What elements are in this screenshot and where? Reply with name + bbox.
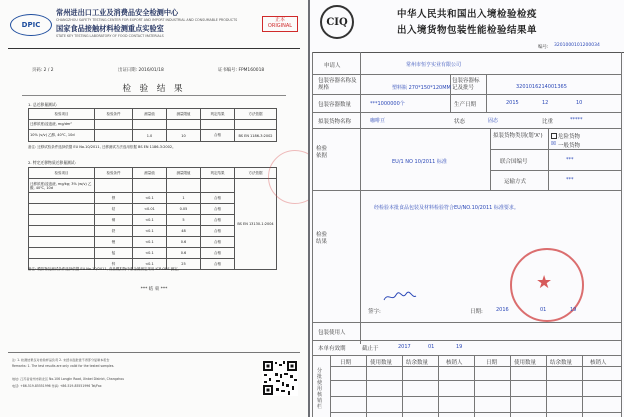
sign-day: 19 [570,307,577,313]
cell: 合格 [201,237,235,248]
validity-day: 19 [456,344,463,350]
general-goods-mark: ☒ [551,141,556,147]
writeoff-header: 日期 [340,360,352,366]
sign-year: 2016 [496,307,509,313]
form-border-right [621,52,622,417]
row-divider [312,340,622,341]
goods-name-value: 咖啡豆 [370,118,386,124]
cell [133,120,167,130]
cell [95,120,133,130]
table-col-divider [474,355,475,417]
table-col-divider [546,355,547,417]
cell: 迁移浓度/浸泡液, mg/dm² [29,120,95,130]
cell: 合格 [201,215,235,226]
certificate-number: 证书编号: FPM160018 [218,68,265,73]
specific-migration-table [28,167,277,270]
overall-migration-table [28,108,277,142]
row-divider [312,322,622,323]
header-cell: 方法依据 [235,109,277,120]
cell [235,120,277,130]
row-divider [312,112,622,113]
header-cell: 测量值 [133,168,167,179]
general-goods-label: 一般货物 [558,143,581,149]
issue-date: 出证日期: 2016/01/18 [118,68,164,73]
cell: 0.6 [167,237,201,248]
cell-divider [490,170,622,171]
cell [29,248,95,259]
org-block [56,8,246,38]
table-row [29,130,277,142]
number-value: 3201000101200034 [554,43,600,48]
cell: 合格 [201,248,235,259]
original-cn: 正本 [274,17,285,23]
cell: <0.1 [133,215,167,226]
cell-divider [450,74,451,112]
table-col-divider [510,355,511,417]
table-col-divider [438,355,439,417]
density-label: 比重 [542,119,554,125]
footer-line: 注: 1. 检测结果仅对检验样品负责 2. 未经书面批准不得部分复制本报告 [12,358,110,362]
writeoff-header: 核销人 [590,360,607,366]
cell: 25 [167,259,201,270]
header-cell: 检验条件 [95,168,133,179]
cell: 合格 [201,130,235,142]
un-number-value: *** [566,157,574,163]
row-divider [330,412,622,413]
package-user-label: 包装使用人 [318,330,346,336]
table-row [29,120,277,130]
mfg-month: 12 [542,100,549,106]
page-number: 页码: 2 / 2 [32,68,54,73]
section2-title: 2. 特定迁移物质迁移量测试: [28,160,76,165]
cell [167,120,201,130]
cell [201,179,235,193]
validity-label: 本单有效期 [318,346,346,352]
cell: 钴 [95,204,133,215]
cell: 铜 [95,215,133,226]
inspection-result-document [310,0,624,417]
state-value: 固态 [488,118,499,124]
cell [29,204,95,215]
cell: 10 [167,130,201,142]
cell: 锂 [95,237,133,248]
header-cell: 测量值 [133,109,167,120]
package-name-label: 包装容器名称及规格 [318,78,357,91]
row-divider [312,355,622,356]
footer-line: 电话: +86-519-85551996 传真: +86-519-85551996 Tel/Fax [12,384,102,388]
mfg-day: 10 [576,100,583,106]
cell: BS EN 1186-3:2002 [235,130,277,142]
header-cell: 判定结果 [201,168,235,179]
header-cell: 方法依据 [235,168,277,179]
org-name-cn: 常州进出口工业及消费品安全检测中心 [56,8,179,17]
cell: 0.05 [167,204,201,215]
cell: 锌 [95,259,133,270]
row-divider [312,94,622,95]
end-marker: *** 结 束 *** [140,287,168,292]
section1-note: 备注: 迁移试验条件选择依据 EU No.10/2011, 迁移测试方法选用依据 BS EN 1186-3:2002。 [28,145,176,149]
title-line-2: 出入境货物包装性能检验结果单 [396,25,537,36]
cell: 0.6 [167,248,201,259]
state-label: 状态 [454,119,466,125]
package-name-value: 塑料瓶 270*150*120MM [392,85,451,91]
section2-note: 备注: 模拟物及测试条件选择依据 EU No.10/2011, 食品模拟物中重金属测定采用 ICP-OES 测定。 [28,267,182,271]
dpic-logo: DPIC [10,14,52,36]
cell: 钡 [95,193,133,204]
cell-divider [486,74,487,112]
package-qty-value: ***1000000个 [370,101,405,107]
cell [167,179,201,193]
writeoff-header: 核销人 [446,360,463,366]
standard-label: 检验依据 [316,146,328,159]
signer-label: 签字: [368,309,381,315]
form-top-border [312,52,624,53]
lab-name-en: STATE KEY TESTING LABORATORY OF FOOD CONTACT MATERIALS [56,34,164,38]
cell-divider [490,149,622,150]
section1-title: 1. 总迁移量测试: [28,102,57,107]
cell: <0.1 [133,226,167,237]
writeoff-header: 日期 [486,360,498,366]
transport-label: 运输方式 [504,179,527,185]
cell [95,179,133,193]
cell: BS EN 13130-1:2004 [235,179,277,270]
cell: 1 [167,193,201,204]
header-cell: 检验项目 [29,109,95,120]
cell: 合格 [201,193,235,204]
report-header [8,6,300,46]
cell: <0.1 [133,193,167,204]
header-cell: 检验项目 [29,168,95,179]
validity-prefix: 截止于 [362,346,379,352]
org-name-en: CHANGZHOU SAFETY TESTING CENTER FOR EXPORT AND IMPORT INDUSTRIAL AND CONSUMABLE PRODUCTS [56,18,238,22]
cell: <0.1 [133,248,167,259]
cell [201,120,235,130]
table-header-row [29,109,277,120]
title-line-1: 中华人民共和国出入境检验检疫 [396,9,537,20]
header-cell: 检验条件 [95,109,133,120]
row-divider [330,396,622,397]
conclusion-value: 经检验本批食品包装及材料检验符合EU/NO.10/2011 标准要求。 [374,205,519,211]
standard-value: EU/1 NO 10/2011 标准 [392,159,447,165]
package-mark-label: 包装容器标记及批号 [452,78,480,91]
header-cell: 判定结果 [201,109,235,120]
cell: <0.01 [133,204,167,215]
title-divider [22,95,286,96]
original-stamp [262,16,298,32]
mfg-date-label: 生产日期 [454,102,477,108]
table-col-divider [582,355,583,417]
validity-year: 2017 [398,344,411,350]
dangerous-goods-label: 危险货物 [558,134,581,140]
footer-line: 地址: 江苏省常州市新北区 No.106 Longjin Road, Xinbei District, Changzhou [12,377,125,381]
ciq-logo: CIQ [320,5,354,39]
un-number-label: 联合国编号 [500,159,528,165]
cell: 48 [167,226,201,237]
cell [29,226,95,237]
cell [95,130,133,142]
lab-name-cn: 国家食品接触材料检测重点实验室 [56,24,164,33]
conclusion-label: 检验结果 [316,232,328,245]
row-divider [312,190,622,191]
writeoff-header: 使用数量 [370,360,393,366]
row-divider [330,366,622,367]
cell-divider [548,128,549,190]
star-icon: ★ [536,272,553,293]
package-qty-label: 包装容器数量 [318,102,352,108]
validity-month: 01 [428,344,435,350]
sign-month: 01 [540,307,547,313]
cell [29,215,95,226]
original-en: ORIGINAL [267,23,293,29]
cell: <0.1 [133,237,167,248]
package-mark-value: 3201016214001365 [516,84,567,90]
qr-code-icon [262,360,298,396]
cell: 迁移浓度/浸泡液, mg/kg; 3% (w/v) 乙酸, 40℃, 10d [29,179,95,193]
label-column-divider [360,52,361,344]
cell: 铁 [95,226,133,237]
mfg-year: 2015 [506,100,519,106]
cell: 合格 [201,259,235,270]
table-row [29,179,277,193]
row-divider [330,380,622,381]
cell [29,237,95,248]
cell: 1.0 [133,130,167,142]
sign-date-label: 日期: [470,309,483,315]
test-report-document [0,0,308,417]
footer-line: Remarks: 1. The test results are only valid for the tested samples. [12,364,115,368]
cell: 10% (v/v) 乙醇, 40℃, 10d [29,130,95,142]
row-divider [312,74,622,75]
cell: 合格 [201,204,235,215]
footer-divider [8,352,300,353]
row-divider [312,128,622,129]
results-title: 检 验 结 果 [122,84,186,94]
table-col-divider [402,355,403,417]
transport-value: *** [566,177,574,183]
writeoff-header: 使用数量 [514,360,537,366]
signature-icon [382,290,418,304]
applicant-label: 申请人 [324,63,341,69]
writeoff-header: 结余数量 [550,360,573,366]
cell: 锰 [95,248,133,259]
cell [29,193,95,204]
number-label: 编号: [538,45,549,50]
density-value: ***** [570,117,583,123]
cell: 合格 [201,226,235,237]
cell: 5 [167,215,201,226]
cell-divider [490,128,491,190]
goods-name-label: 拟装货物名称 [318,119,352,125]
writeoff-header: 结余数量 [406,360,429,366]
writeoff-side-label: 分批使用核销栏 [317,368,323,410]
table-col-divider [366,355,367,417]
table-side-divider [330,355,331,417]
header-cell: 测量限值 [167,109,201,120]
header-cell: 测量限值 [167,168,201,179]
form-border-left [312,52,313,417]
header-divider [8,48,300,49]
dangerous-goods-checkbox [551,133,557,139]
cell: <0.1 [133,259,167,270]
applicant-value: 常州市恒亨实业有限公司 [406,62,462,68]
table-header-row [29,168,277,179]
cell [133,179,167,193]
goods-category-label: 拟装货物类别(划'X') [493,133,543,139]
